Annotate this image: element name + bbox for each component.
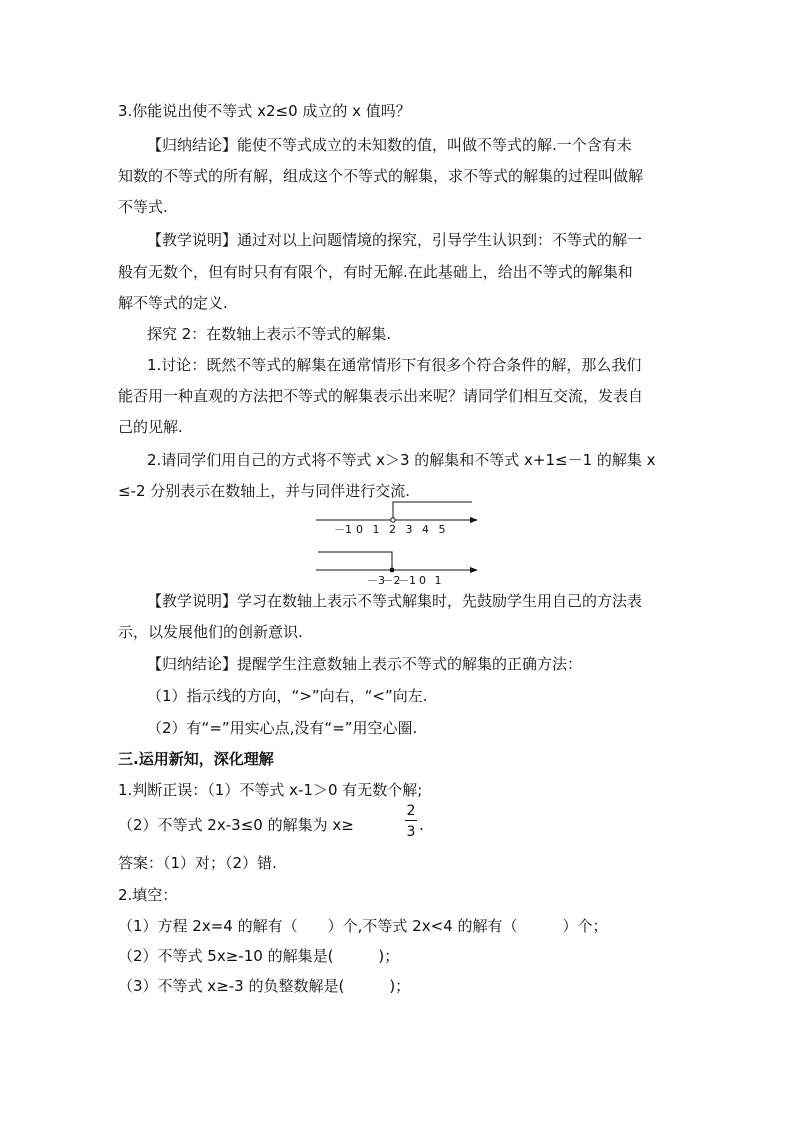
section-3-heading: 三.运用新知，深化理解: [118, 750, 274, 768]
number-line-2-tick-label: 0: [419, 574, 426, 586]
number-line-2-tick-label: －3: [367, 574, 385, 586]
number-line-1-tick-label: 3: [405, 523, 413, 534]
number-line-1-tick-label: －1: [334, 523, 352, 534]
discussion-2-line-2: ≤-2 分别表示在数轴上，并与同伴进行交流.: [118, 482, 411, 500]
conclusion-1-line-1: 【归纳结论】能使不等式成立的未知数的值，叫做不等式的解.一个含有未: [147, 136, 632, 154]
judge-item-2: （2）不等式 2x-3≤0 的解集为 x≥: [118, 816, 354, 834]
conclusion-1-line-2: 知数的不等式的所有解，组成这个不等式的解集，求不等式的解集的过程叫做解: [118, 167, 644, 185]
fraction-denominator: 3: [406, 824, 416, 840]
teaching-note-2-line-1: 【教学说明】学习在数轴上表示不等式解集时，先鼓励学生用自己的方法表: [147, 592, 643, 610]
teaching-note-2-line-2: 示，以发展他们的创新意识.: [118, 623, 303, 641]
solution-indicator-2: [318, 552, 392, 570]
conclusion-2-point-2: （2）有“=”用实心点,没有“=”用空心圈.: [147, 719, 418, 737]
number-line-1-tick-label: 0: [356, 523, 363, 534]
fill-blank-3: （3）不等式 x≥-3 的负整数解是( )；: [118, 977, 411, 995]
discussion-2-line-1: 2.请同学们用自己的方式将不等式 x＞3 的解集和不等式 x+1≤－1 的解集 x: [147, 451, 656, 469]
fraction-period: .: [419, 816, 424, 834]
number-line-2-tick-label: 1: [434, 574, 442, 586]
answer-line: 答案：（1）对；（2）错.: [118, 854, 277, 872]
number-line-2-tick-label: －2: [382, 574, 401, 586]
teaching-note-1-line-2: 般有无数个，但有时只有有限个，有时无解.在此基础上，给出不等式的解集和: [118, 263, 633, 281]
number-line-1-tick-label: 5: [438, 523, 446, 534]
discussion-1-line-3: 己的见解.: [118, 418, 183, 436]
fraction-bar: [405, 820, 417, 821]
discussion-1-line-2: 能否用一种直观的方法把不等式的解集表示出来呢？请同学们相互交流，发表自: [118, 387, 644, 405]
fraction-numerator: 2: [406, 803, 416, 819]
teaching-note-1-line-3: 解不等式的定义.: [118, 294, 228, 312]
number-line-2-tick-label: －1: [398, 574, 416, 586]
fill-blank-heading: 2.填空：: [118, 886, 178, 904]
fill-blank-1: （1）方程 2x=4 的解有（ ）个,不等式 2x<4 的解有（ ）个；: [118, 917, 608, 935]
number-line-2-arrow: [470, 567, 478, 573]
open-point-3: [391, 518, 395, 522]
fill-blank-2: （2）不等式 5x≥-10 的解集是( )；: [118, 947, 400, 965]
teaching-note-1-line-1: 【教学说明】通过对以上问题情境的探究，引导学生认识到：不等式的解一: [147, 231, 643, 249]
solid-point-minus-2: [390, 568, 395, 573]
solution-indicator-1: [393, 502, 472, 520]
number-line-1: [310, 498, 485, 534]
conclusion-1-line-3: 不等式.: [118, 198, 168, 216]
judge-item-1: 1.判断正误：（1）不等式 x-1＞0 有无数个解;: [118, 781, 423, 799]
conclusion-2-point-1: （1）指示线的方向，“>”向右，“<”向左.: [147, 687, 428, 705]
number-line-1-tick-label: 4: [422, 523, 429, 534]
discussion-1-line-1: 1.讨论：既然不等式的解集在通常情形下有很多个符合条件的解，那么我们: [147, 356, 642, 374]
question-3: 3.你能说出使不等式 x2≤0 成立的 x 值吗？: [118, 102, 411, 120]
number-line-2: [310, 546, 485, 586]
explore-2-heading: 探究 2：在数轴上表示不等式的解集.: [147, 325, 392, 343]
number-line-1-arrow: [470, 517, 478, 523]
number-line-1-tick-label: 1: [372, 523, 380, 534]
conclusion-2: 【归纳结论】提醒学生注意数轴上表示不等式的解集的正确方法：: [147, 655, 583, 673]
number-line-1-tick-label: 2: [389, 523, 396, 534]
